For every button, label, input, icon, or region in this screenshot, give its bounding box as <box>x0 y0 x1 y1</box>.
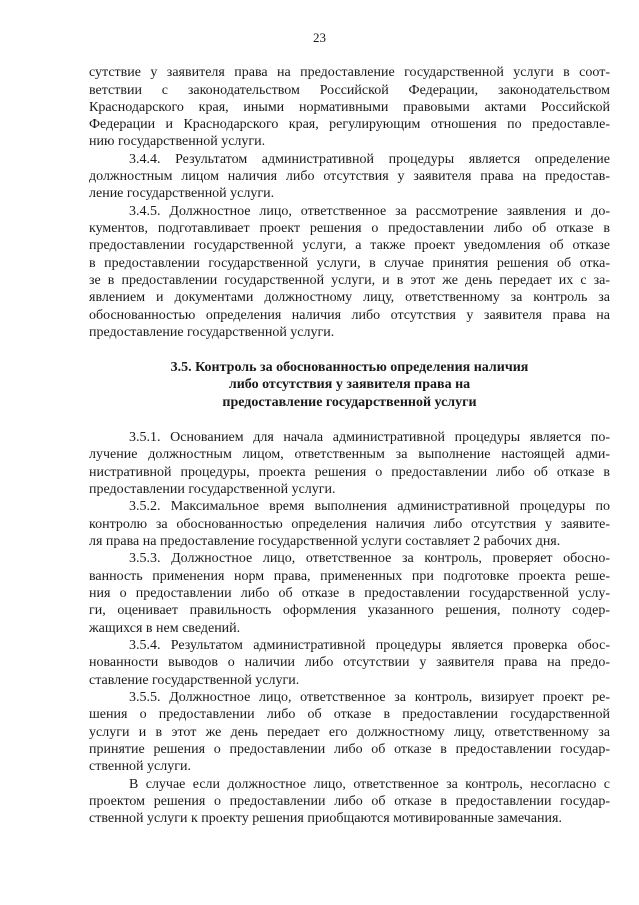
text-line: принятие решения о предоставлении либо об отказе в предоставлении государ- <box>89 742 610 757</box>
text-line: контролю за обоснованностью определения наличия либо отсутствия у заявите- <box>89 517 610 532</box>
text-line: Федерации и Краснодарского края, регулирующим отношения по предоставле- <box>89 117 610 132</box>
text-line: В случае если должностное лицо, ответственное за контроль, несогласно с <box>129 777 610 792</box>
text-line: предоставлении государственной услуги. <box>89 482 336 497</box>
text-line: 3.4.5. Должностное лицо, ответственное за рассмотрение заявления и до- <box>129 204 610 219</box>
text-line: 3.5.5. Должностное лицо, ответственное за контроль, визирует проект ре- <box>129 690 610 705</box>
text-line: нию государственной услуги. <box>89 134 266 149</box>
text-line: обоснованностью определения наличия либо отсутствия у заявителя права на <box>89 308 610 323</box>
text-line: предоставлении государственной услуги, а также проект уведомления об отказе <box>89 238 610 253</box>
text-line: ванность применения норм права, примененных при подготовке проекта реше- <box>89 569 610 584</box>
text-line: 3.5.4. Результатом административной процедуры является проверка обос- <box>129 638 610 653</box>
text-line: Краснодарского края, иными нормативными правовыми актами Российской <box>89 100 610 115</box>
text-line: должностным лицом наличия либо отсутствия у заявителя права на предостав- <box>89 169 610 184</box>
text-line: ветствии с законодательством Российской Федерации, законодательством <box>89 83 610 98</box>
text-line: лучение должностным лицом, ответственным за выполнение настоящей адми- <box>89 447 610 462</box>
text-line: в предоставлении государственной услуги, в случае принятия решения об отка- <box>89 256 610 271</box>
text-line: 3.5.1. Основанием для начала административной процедуры является по- <box>129 430 610 445</box>
text-line: зе в предоставлении государственной услуги, и в этот же день передает их с за- <box>89 273 610 288</box>
text-line: 3.5.3. Должностное лицо, ответственное за контроль, проверяет обосно- <box>129 551 610 566</box>
text-line: ственной услуги. <box>89 759 191 774</box>
text-line: жащихся в нем сведений. <box>89 621 241 636</box>
section-heading-line: 3.5. Контроль за обоснованностью определения наличия <box>170 360 529 375</box>
text-line: ственной услуги к проекту решения приобщаются мотивированные замечания. <box>89 811 562 826</box>
text-line: предоставление государственной услуги. <box>89 325 335 340</box>
text-line: шения о предоставлении либо об отказе в предоставлении государственной <box>89 707 610 722</box>
text-line: нистративной процедуры, проекта решения о предоставлении либо об отказе в <box>89 465 610 480</box>
text-line: ля права на предоставление государственной услуги составляет 2 рабочих дня. <box>89 534 561 549</box>
text-line: услуги и в этот же день передает его должностному лицу, ответственному за <box>89 725 610 740</box>
text-line: кументов, подготавливает проект решения о предоставлении либо об отказе в <box>89 221 610 236</box>
text-line: ги, оценивает правильность оформления указанного решения, полноту содер- <box>89 603 610 618</box>
section-heading-line: предоставление государственной услуги <box>222 395 477 410</box>
text-line: сутствие у заявителя права на предоставление государственной услуги в соот- <box>89 65 610 80</box>
section-heading-line: либо отсутствия у заявителя права на <box>228 377 471 392</box>
text-line: ление государственной услуги. <box>89 186 275 201</box>
text-line: 3.4.4. Результатом административной процедуры является определение <box>129 152 610 167</box>
text-line: явлением и документами должностному лицу, ответственному за контроль за <box>89 290 610 305</box>
text-line: 3.5.2. Максимальное время выполнения административной процедуры по <box>129 499 610 514</box>
text-line: ния о предоставлении либо об отказе в предоставлении государственной услу- <box>89 586 610 601</box>
text-line: проектом решения о предоставлении либо об отказе в предоставлении государ- <box>89 794 610 809</box>
text-line: нованности выводов о наличии либо отсутствии у заявителя права на предо- <box>89 655 610 670</box>
text-line: ставление государственной услуги. <box>89 673 300 688</box>
page-number: 23 <box>313 30 326 45</box>
